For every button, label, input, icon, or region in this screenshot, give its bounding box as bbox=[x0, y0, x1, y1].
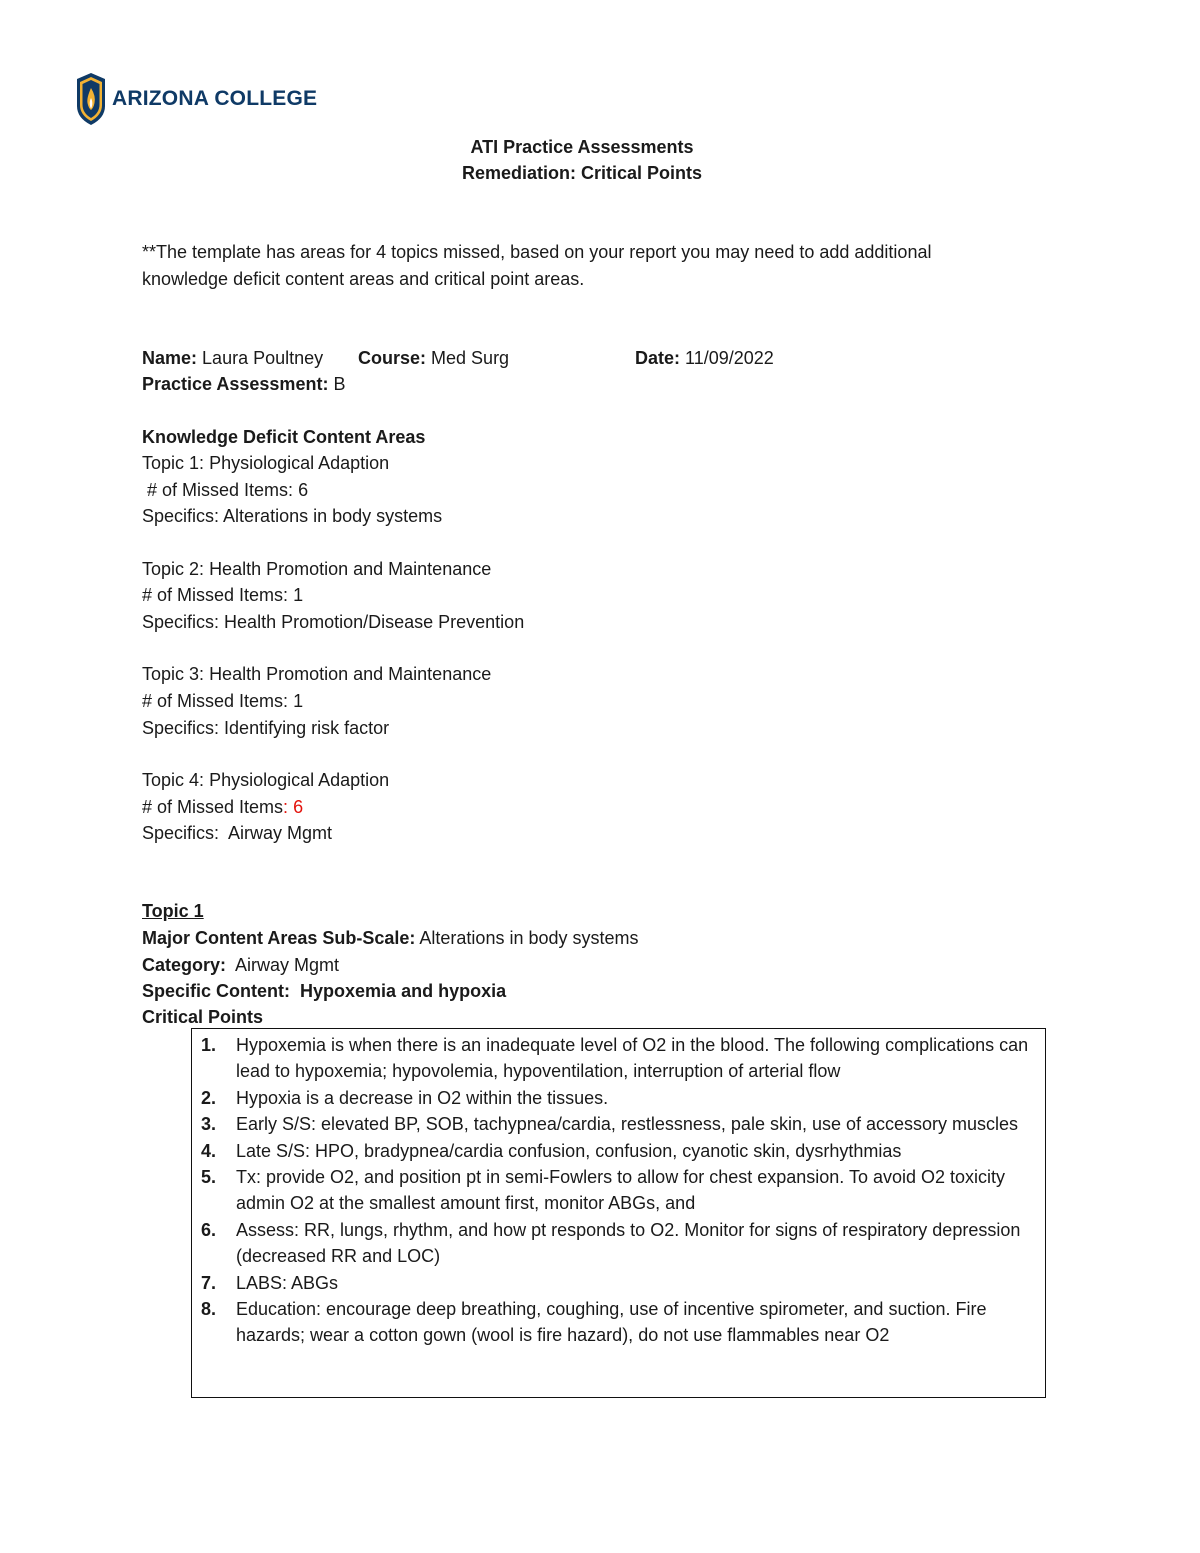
instructions-line-2: knowledge deficit content areas and critical point areas. bbox=[142, 269, 585, 289]
specific-content-row bbox=[142, 978, 506, 1004]
topic-2-missed-label: # of Missed Items: bbox=[142, 585, 289, 605]
critical-point-number: 3. bbox=[201, 1114, 217, 1135]
topic-1-missed-value: 6 bbox=[298, 480, 309, 500]
critical-point-item bbox=[192, 1164, 1045, 1217]
critical-point-number: 6. bbox=[201, 1219, 217, 1240]
topic-2-specifics-value: Health Promotion/Disease Prevention bbox=[224, 612, 525, 632]
date-row bbox=[635, 345, 774, 371]
topic-4-missed-row bbox=[142, 794, 303, 820]
topic-2-label: Topic 2: bbox=[142, 559, 205, 579]
topic-2-row bbox=[142, 556, 491, 582]
critical-point-text: Assess: RR, lungs, rhythm, and how pt responds to O2. Monitor for signs of respiratory depression (decreased RR and LOC) bbox=[236, 1219, 1021, 1267]
college-logo bbox=[76, 72, 317, 126]
assessment-label: Practice Assessment: bbox=[142, 374, 329, 394]
topic-4-label: Topic 4: bbox=[142, 770, 205, 790]
topic-4-missed-label: # of Missed Items bbox=[142, 797, 284, 817]
critical-point-item bbox=[192, 1217, 1045, 1270]
course-value: Med Surg bbox=[431, 348, 510, 368]
topic-3-value: Health Promotion and Maintenance bbox=[209, 664, 492, 684]
topic-3-label: Topic 3: bbox=[142, 664, 205, 684]
topic-2-missed-value: 1 bbox=[293, 585, 304, 605]
critical-points-list bbox=[192, 1032, 1045, 1349]
critical-point-text: Late S/S: HPO, bradypnea/cardia confusion, confusion, cyanotic skin, dysrhythmias bbox=[236, 1140, 902, 1161]
category-row bbox=[142, 952, 339, 978]
topic-2-specifics-row bbox=[142, 609, 524, 635]
assessment-value: B bbox=[333, 374, 346, 394]
topic-1-missed-row bbox=[142, 477, 308, 503]
date-label: Date: bbox=[635, 348, 681, 368]
name-row bbox=[142, 345, 323, 371]
critical-points-box bbox=[191, 1028, 1046, 1398]
critical-point-item bbox=[192, 1270, 1045, 1296]
topic-3-missed-value: 1 bbox=[293, 691, 304, 711]
logo-wordmark: ARIZONA COLLEGE bbox=[112, 87, 318, 110]
topic-4-missed-value: 6 bbox=[293, 797, 304, 817]
knowledge-deficit-heading: Knowledge Deficit Content Areas bbox=[142, 427, 426, 447]
critical-point-text: Early S/S: elevated BP, SOB, tachypnea/cardia, restlessness, pale skin, use of accessory muscles bbox=[236, 1114, 1019, 1135]
critical-point-number: 5. bbox=[201, 1167, 217, 1188]
critical-point-number: 8. bbox=[201, 1299, 217, 1320]
critical-point-number: 1. bbox=[201, 1035, 217, 1055]
topic-1-specifics-label: Specifics: bbox=[142, 506, 220, 526]
topic-4-missed-colon: : bbox=[283, 797, 289, 817]
category-label: Category: bbox=[142, 955, 227, 975]
critical-point-number: 2. bbox=[201, 1087, 217, 1108]
specific-content-value: Hypoxemia and hypoxia bbox=[300, 981, 507, 1001]
topic-2-value: Health Promotion and Maintenance bbox=[209, 559, 492, 579]
date-value: 11/09/2022 bbox=[685, 348, 774, 368]
topic-1-specifics-value: Alterations in body systems bbox=[223, 506, 443, 526]
critical-point-number: 7. bbox=[201, 1272, 217, 1293]
critical-point-text: LABS: ABGs bbox=[236, 1272, 339, 1293]
critical-point-item bbox=[192, 1296, 1045, 1349]
topic-3-specifics-label: Specifics: bbox=[142, 718, 220, 738]
topic-2-specifics-label: Specifics: bbox=[142, 612, 220, 632]
critical-point-item bbox=[192, 1085, 1045, 1111]
topic-1-missed-label: # of Missed Items: bbox=[142, 480, 294, 500]
critical-point-item bbox=[192, 1032, 1045, 1085]
critical-point-text: Education: encourage deep breathing, coughing, use of incentive spirometer, and suction. Fire hazards; wear a cotton gown (wool is fire hazard), do not use flammables near O2 bbox=[236, 1299, 987, 1346]
instructions-line-1: **The template has areas for 4 topics missed, based on your report you may need to add additional bbox=[142, 242, 932, 262]
critical-point-text: Hypoxemia is when there is an inadequate level of O2 in the blood. The following complications can lead to hypoxemia; hypovolemia, hypoventilation, interruption of arterial flow bbox=[236, 1035, 1029, 1082]
topic-4-specifics-value: Airway Mgmt bbox=[228, 823, 333, 843]
topic-1-row bbox=[142, 450, 389, 476]
topic-detail-heading: Topic 1 bbox=[142, 901, 204, 921]
topic-3-specifics-value: Identifying risk factor bbox=[224, 718, 390, 738]
assessment-row bbox=[142, 371, 345, 397]
topic-3-specifics-row bbox=[142, 715, 389, 741]
topic-1-label: Topic 1: bbox=[142, 453, 205, 473]
course-label: Course: bbox=[358, 348, 427, 368]
topic-4-specifics-row bbox=[142, 820, 332, 846]
topic-4-specifics-label: Specifics: bbox=[142, 823, 220, 843]
document-title: ATI Practice Assessments bbox=[470, 137, 694, 157]
topic-1-specifics-row bbox=[142, 503, 442, 529]
document-subtitle: Remediation: Critical Points bbox=[461, 163, 703, 183]
category-value: Airway Mgmt bbox=[235, 955, 340, 975]
topic-2-missed-row bbox=[142, 582, 303, 608]
course-row bbox=[358, 345, 509, 371]
major-content-row bbox=[142, 925, 639, 951]
critical-point-item bbox=[192, 1138, 1045, 1164]
topic-4-row bbox=[142, 767, 389, 793]
critical-point-number: 4. bbox=[201, 1140, 217, 1161]
critical-point-text: Hypoxia is a decrease in O2 within the tissues. bbox=[236, 1087, 609, 1108]
name-label: Name: bbox=[142, 348, 198, 368]
flame-shield-icon bbox=[76, 72, 106, 126]
specific-content-label: Specific Content: bbox=[142, 981, 291, 1001]
topic-3-missed-row bbox=[142, 688, 303, 714]
topic-3-row bbox=[142, 661, 491, 687]
topic-4-value: Physiological Adaption bbox=[209, 770, 390, 790]
critical-point-text: Tx: provide O2, and position pt in semi-Fowlers to allow for chest expansion. To avoid O2 toxicity admin O2 at the smallest amount first, monitor ABGs, and bbox=[236, 1167, 1006, 1214]
topic-3-missed-label: # of Missed Items: bbox=[142, 691, 289, 711]
major-content-label: Major Content Areas Sub-Scale: bbox=[142, 928, 416, 948]
topic-1-value: Physiological Adaption bbox=[209, 453, 390, 473]
critical-point-item bbox=[192, 1111, 1045, 1137]
major-content-value: Alterations in body systems bbox=[419, 928, 639, 948]
critical-points-heading: Critical Points bbox=[142, 1007, 264, 1027]
name-value: Laura Poultney bbox=[202, 348, 324, 368]
